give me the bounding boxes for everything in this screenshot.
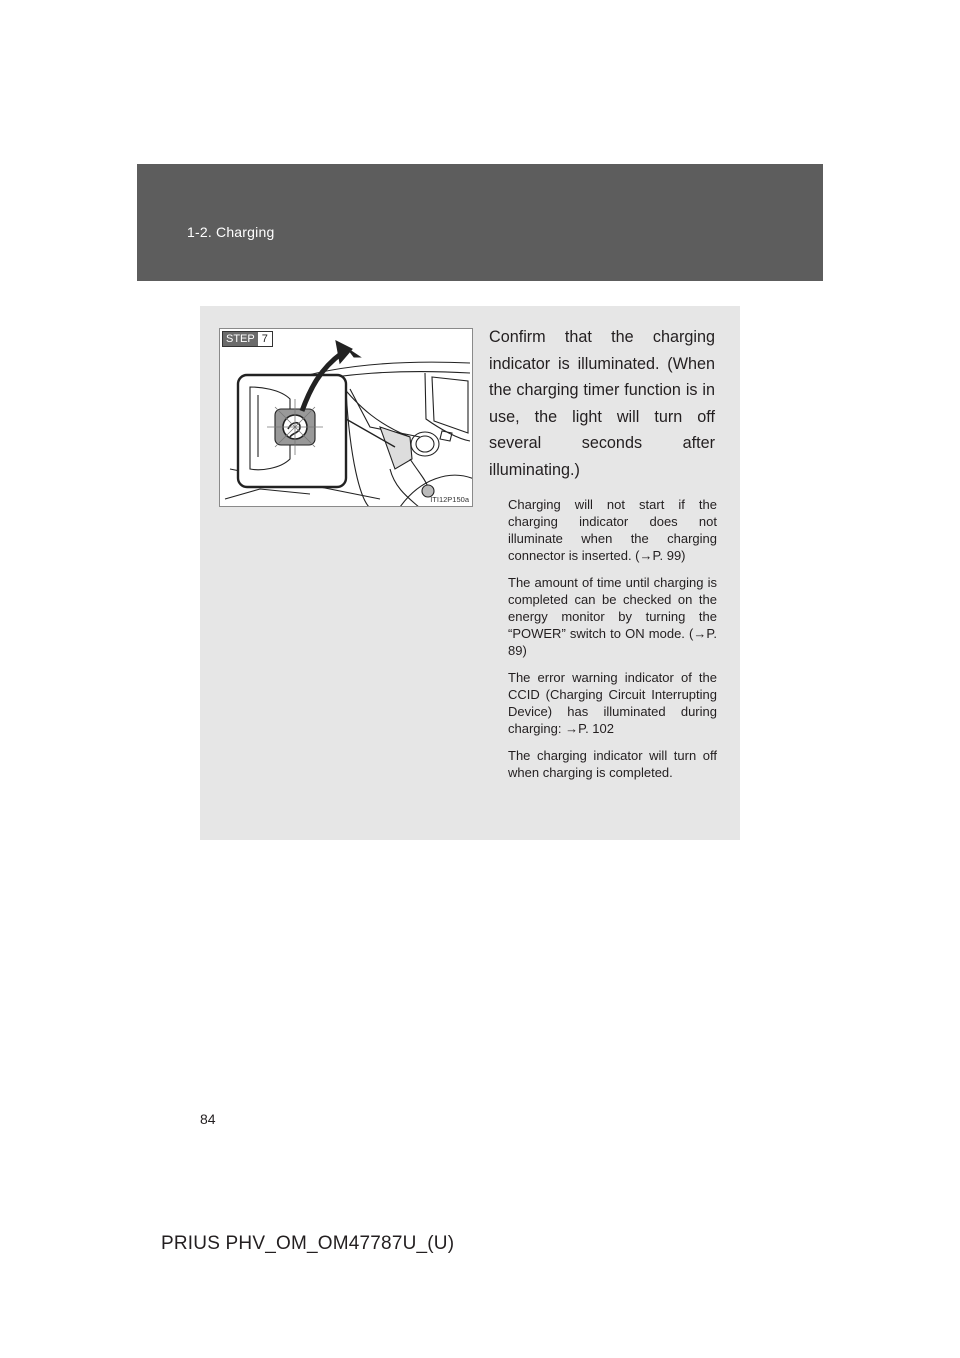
charging-indicator-illustration [219,328,473,507]
page-number: 84 [200,1111,216,1127]
figure-code: ITI12P150a [430,495,469,504]
note-item: Charging will not start if the charging indicator does not illuminate when the charging connector is inserted. (→P. 99) [508,497,717,563]
step-content-box [200,306,740,840]
step-number: 7 [261,333,268,345]
step-label: STEP [223,332,258,346]
note-item: The charging indicator will turn off when charging is completed. [508,748,717,780]
step-badge [222,331,273,347]
notes-list [508,496,717,791]
document-id: PRIUS PHV_OM_OM47787U_(U) [161,1233,455,1254]
header-band [137,164,823,281]
step-instruction: Confirm that the charging indicator is illuminated. (When the charging timer function is in use, the light will turn off several seconds after illuminating.) [489,328,715,479]
note-item: The amount of time until charging is completed can be checked on the energy monitor by turning the “POWER” switch to ON mode. (→P. 89) [508,575,717,658]
note-item: The error warning indicator of the CCID (Charging Circuit Interrupting Device) has illuminated during charging: →P. 102 [508,670,717,736]
section-title: 1-2. Charging [187,224,275,240]
car-charging-port-drawing [220,329,473,507]
